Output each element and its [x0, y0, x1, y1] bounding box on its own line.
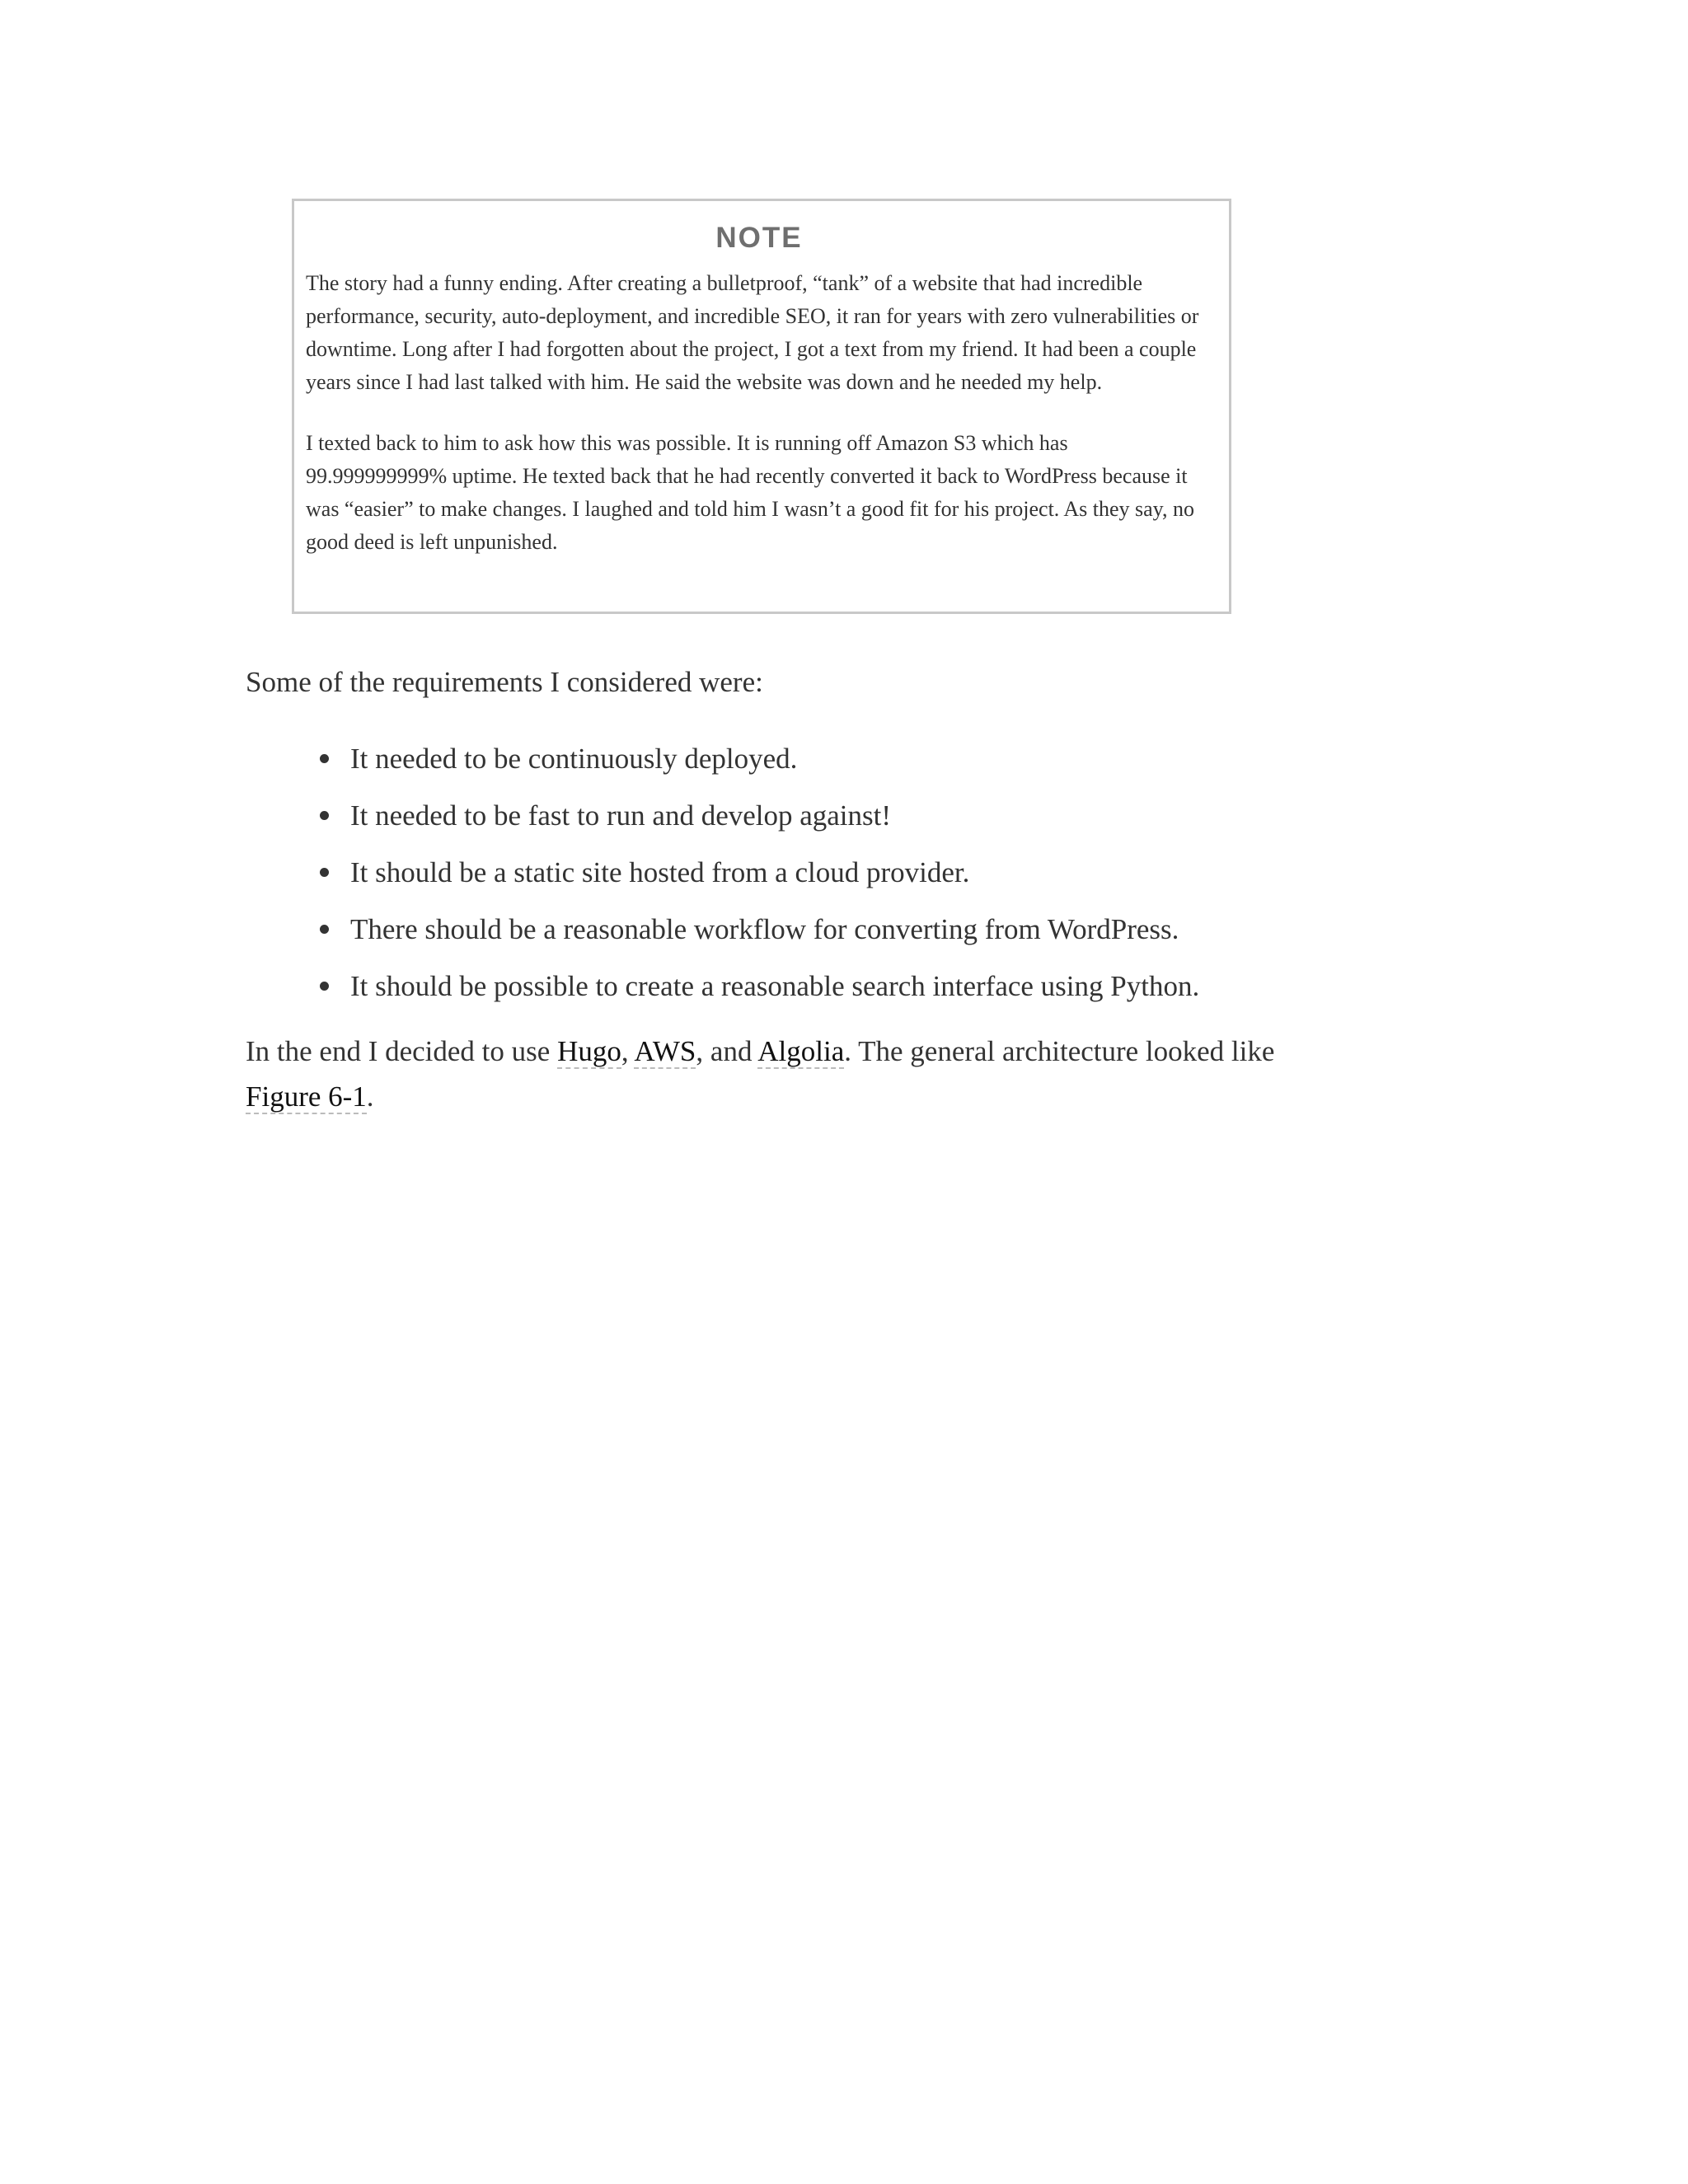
list-item-text: It needed to be continuously deployed. — [350, 743, 798, 775]
closing-text: In the end I decided to use — [246, 1035, 558, 1067]
list-item-text: It needed to be fast to run and develop against! — [350, 799, 892, 832]
closing-text: . — [366, 1080, 374, 1113]
hugo-link[interactable]: Hugo — [557, 1035, 621, 1067]
list-item — [246, 736, 1284, 793]
bullet-icon — [320, 982, 329, 991]
note-paragraph: I texted back to him to ask how this was possible. It is running off Amazon S3 which has 99.999999999% uptime. He texted back that he had recently converted it back to WordPress because it was “easier” to make changes. I laughed and told him I wasn’t a good fit for his project. As they say, no good deed is left unpunished. — [306, 431, 1194, 554]
algolia-link[interactable]: Algolia — [757, 1035, 845, 1067]
note-callout — [292, 199, 1231, 614]
figure-6-1-link[interactable]: Figure 6-1 — [246, 1080, 367, 1113]
note-paragraph: The story had a funny ending. After creating a bulletproof, “tank” of a website that had incredible performance, security, auto-deployment, and incredible SEO, it ran for years with zero vulnerabilities or downtime. Long after I had forgotten about the project, I got a text from my friend. It had been a couple years since I had last talked with him. He said the website was down and he needed my help. — [306, 271, 1199, 394]
list-item — [246, 850, 1284, 907]
list-item-text: It should be possible to create a reasonable search interface using Python. — [350, 970, 1200, 1002]
requirements-list — [246, 736, 1284, 1020]
aws-link[interactable]: AWS — [634, 1035, 696, 1067]
list-item-text: It should be a static site hosted from a cloud provider. — [350, 856, 970, 888]
list-item — [246, 793, 1284, 850]
closing-text: . The general architecture looked like — [844, 1035, 1275, 1067]
bullet-icon — [320, 925, 329, 934]
list-item — [246, 907, 1284, 963]
bullet-icon — [320, 868, 329, 877]
note-heading: NOTE — [715, 222, 803, 254]
list-item — [246, 963, 1284, 1020]
bullet-icon — [320, 811, 329, 820]
list-item-text: There should be a reasonable workflow for converting from WordPress. — [350, 913, 1179, 945]
bullet-icon — [320, 754, 329, 763]
closing-text: , and — [696, 1035, 758, 1067]
requirements-intro: Some of the requirements I considered were: — [246, 666, 763, 698]
closing-paragraph — [246, 1029, 1284, 1119]
closing-text: , — [621, 1035, 635, 1067]
